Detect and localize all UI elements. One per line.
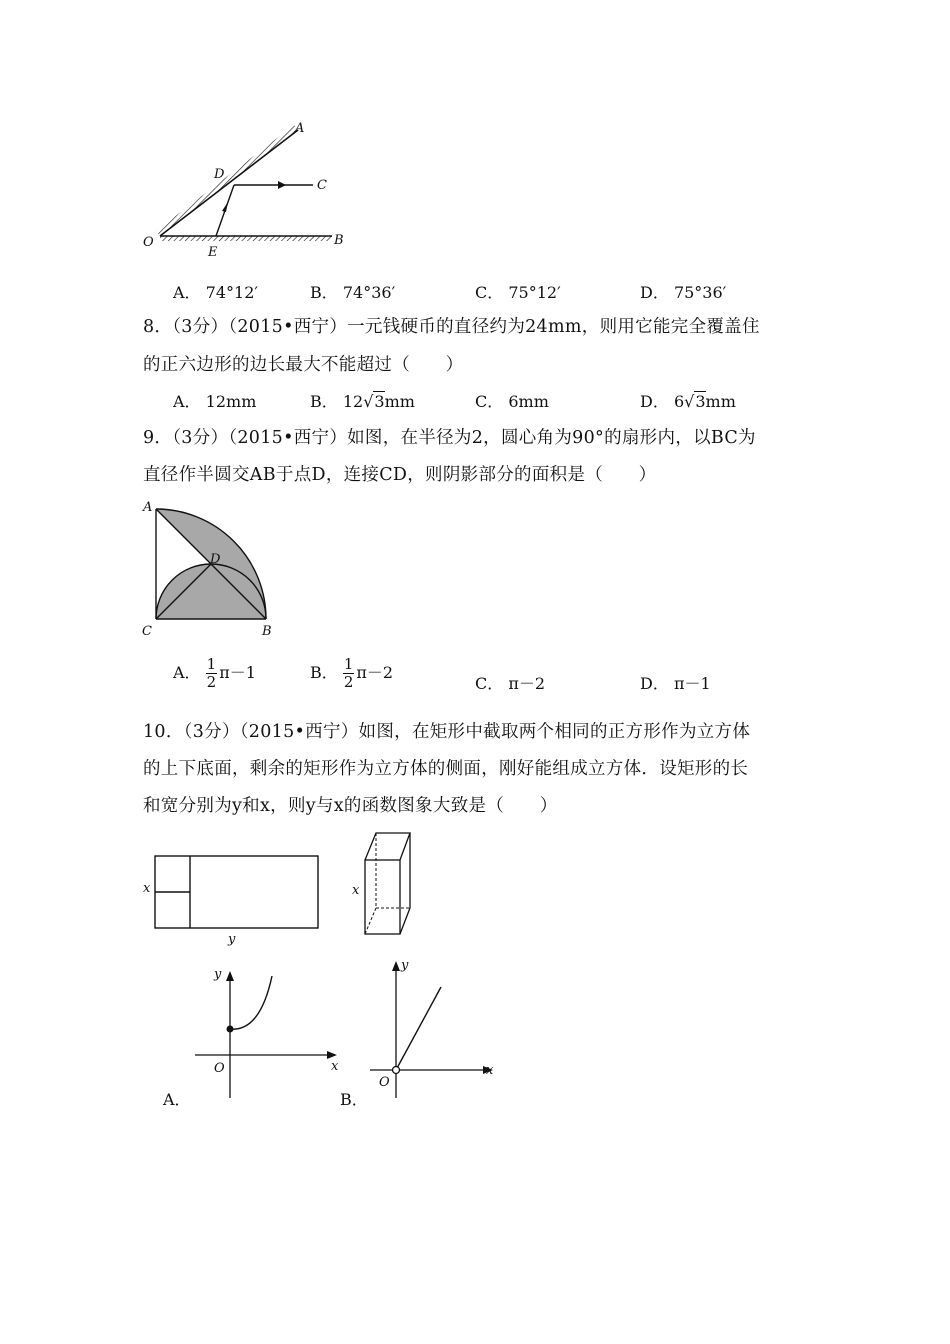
q7-figure (138, 118, 353, 263)
q7-label-D: D (214, 167, 225, 182)
q7-line-OA (160, 130, 298, 236)
q7-option-a: A． 74°12′ (173, 283, 259, 302)
q9-label-B: B (262, 624, 272, 639)
q9-label-C: C (142, 624, 152, 639)
q7-label-C: C (317, 178, 327, 193)
q8-option-a: A． 12mm (173, 392, 257, 411)
q10-stem-line3: 和宽分别为y和x，则y与x的函数图象大致是（ ） (143, 796, 558, 816)
q7-option-c: C． 75°12′ (475, 283, 561, 302)
q9-label-A: A (143, 500, 153, 515)
q9-option-b: B． $\frac{1}{2}$ π－2 (310, 655, 394, 691)
q7-arrow-DC (278, 181, 286, 189)
q10-graph-b-point (393, 1067, 400, 1074)
q10-graph-a-point (227, 1026, 234, 1033)
q10-label-x: x (143, 881, 151, 896)
q10-cube-top (365, 833, 410, 860)
q10-stem-line1: 10．（3分）（2015•西宁）如图，在矩形中截取两个相同的正方形作为立方体 (143, 722, 751, 742)
q9-option-a: A． $\frac{1}{2}$ π－1 (173, 655, 256, 691)
q10-label-y: y (228, 932, 236, 947)
q10-cube-label-x: x (352, 883, 360, 898)
q10-rectangle-figure (140, 848, 325, 948)
q10-cube-front (365, 860, 400, 934)
q10-graph-b (365, 952, 505, 1102)
q7-label-O: O (143, 235, 154, 250)
q7-option-b: B． 74°36′ (310, 283, 396, 302)
q7-label-E: E (208, 245, 218, 260)
q8-option-b: B． 12√3mm (310, 392, 415, 411)
q9-label-D: D (210, 552, 221, 567)
q8-stem-line1: 8．（3分）（2015•西宁）一元钱硬币的直径约为24mm，则用它能完全覆盖住 (143, 317, 760, 337)
q7-mirror-hatch (156, 125, 298, 236)
q8-stem-line2: 的正六边形的边长最大不能超过（ ） (143, 355, 464, 375)
q8-option-c: C． 6mm (475, 392, 549, 411)
q10-graph-a-label-y: y (214, 967, 222, 982)
q10-graph-a-label-x: x (331, 1059, 339, 1074)
q9-option-c: C． π－2 (475, 674, 546, 693)
q9-option-d: D． π－1 (640, 674, 711, 693)
q10-cube-figure (348, 828, 418, 938)
q8-option-d: D． 6√3mm (640, 392, 736, 411)
q7-label-B: B (334, 233, 344, 248)
q10-graph-b-label-y: y (401, 958, 409, 973)
q7-option-d: D． 75°36′ (640, 283, 727, 302)
q9-stem-line1: 9．（3分）（2015•西宁）如图，在半径为2，圆心角为90°的扇形内，以BC为 (143, 428, 756, 448)
q10-graph-b-label-x: x (486, 1063, 494, 1078)
q10-option-b: B． (340, 1090, 368, 1109)
q7-label-A: A (295, 121, 305, 136)
q9-figure (138, 497, 288, 642)
q10-graph-a (190, 962, 345, 1102)
q10-option-a: A． (163, 1090, 191, 1109)
q10-graph-a-label-o: O (214, 1061, 225, 1076)
q10-graph-b-line (396, 987, 441, 1070)
q10-graph-a-curve (230, 976, 272, 1029)
q7-arrow-ED (222, 202, 228, 212)
q9-stem-line2: 直径作半圆交AB于点D，连接CD，则阴影部分的面积是（ ） (143, 465, 657, 485)
q10-graph-b-label-o: O (379, 1075, 390, 1090)
q10-stem-line2: 的上下底面，剩余的矩形作为立方体的侧面，刚好能组成立方体．设矩形的长 (143, 759, 749, 779)
